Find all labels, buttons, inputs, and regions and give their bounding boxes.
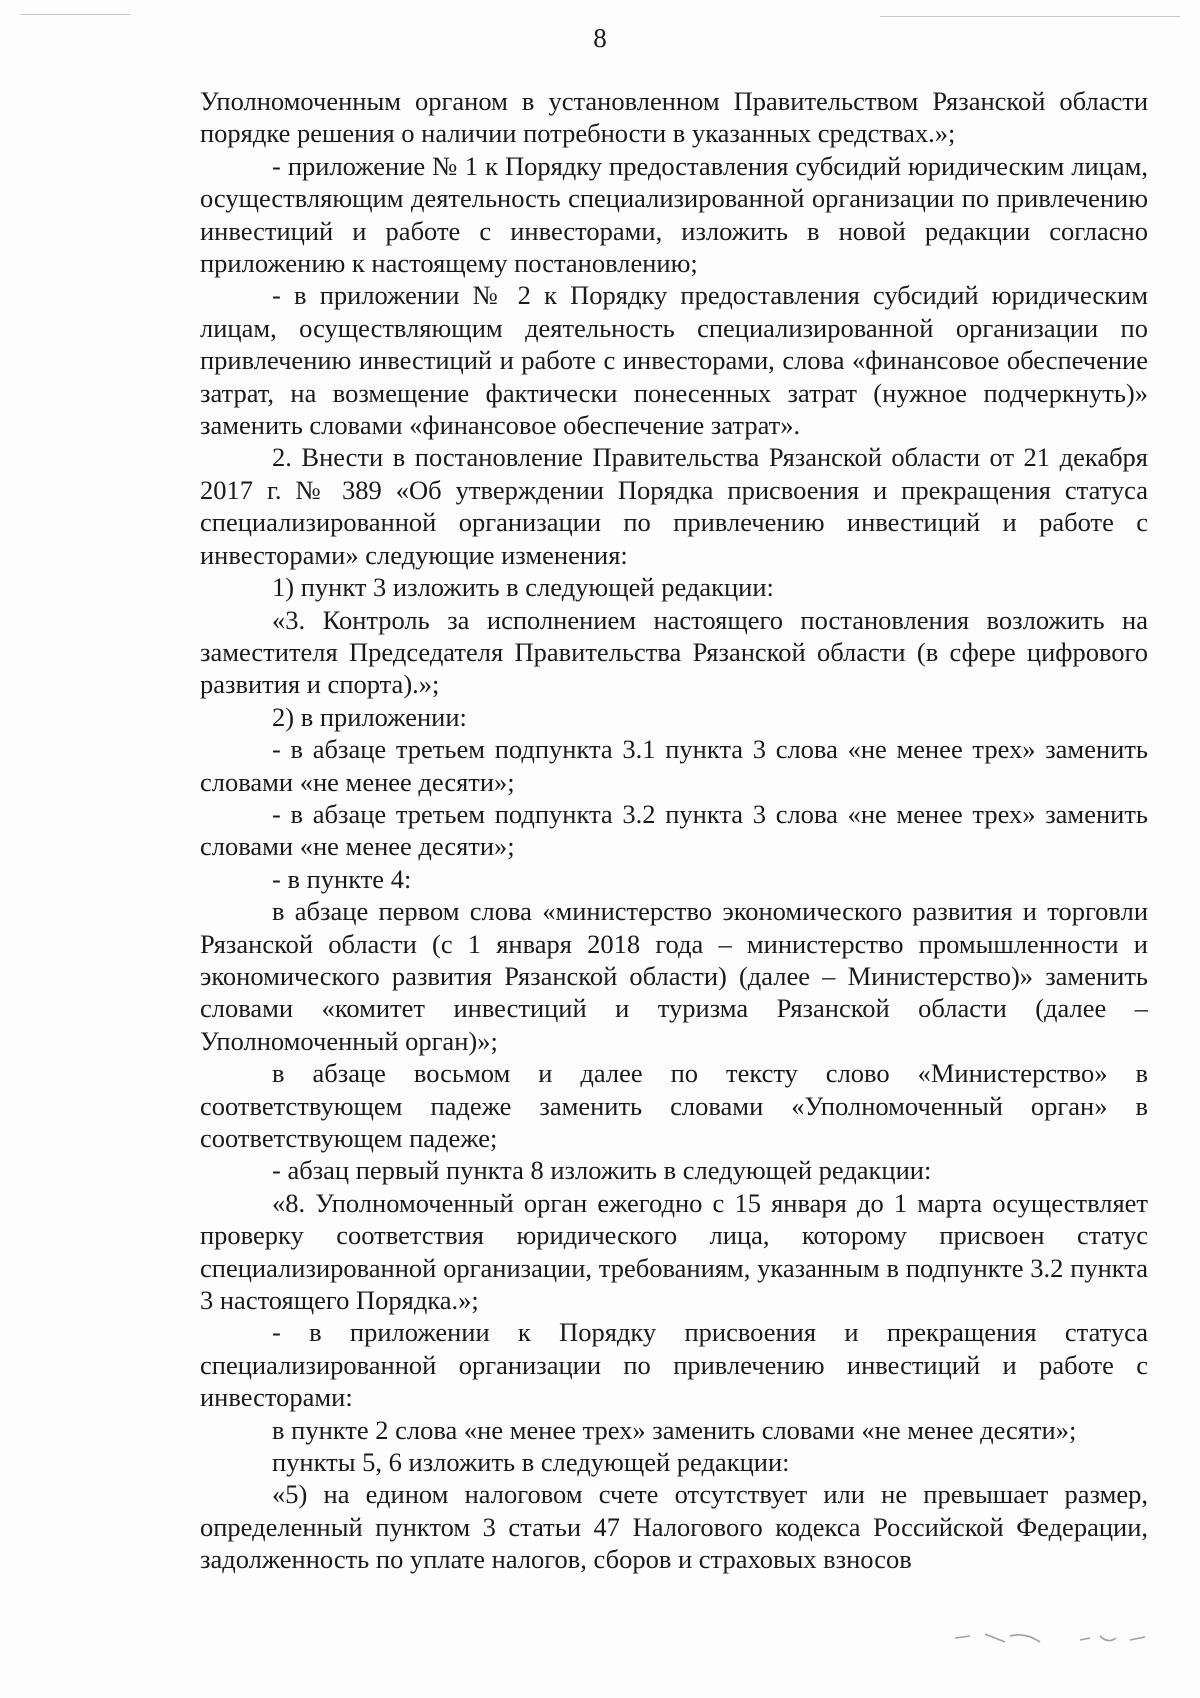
paragraph: - приложение № 1 к Порядку предоставления субсидий юридическим лицам, осуществляющим деятельность специализированной организации по привлечению инвестиций и работе с инвесторами, изложить в новой редакции согласно приложению к настоящему постановлению;: [200, 150, 1148, 279]
paragraph: 2. Внести в постановление Правительства Рязанской области от 21 декабря 2017 г. № 389 «Об утверждении Порядка присвоения и прекращения статуса специализированной организации по привлечению инвестиций и работе с инвесторами» следующие изменения:: [200, 442, 1148, 570]
paragraph: - в абзаце третьем подпункта 3.1 пункта 3 слова «не менее трех» заменить словами «не менее десяти»;: [200, 734, 1148, 797]
paragraph: - абзац первый пункта 8 изложить в следующей редакции:: [272, 1155, 932, 1186]
paragraph: - в приложении № 2 к Порядку предоставления субсидий юридическим лицам, осуществляющим деятельность специализированной организации по привлечению инвестиций и работе с инвесторами, слова «финансовое обеспечение затрат, на возмещение фактически понесенных затрат (нужное подчеркнуть)» заменить словами «финансовое обеспечение затрат».: [200, 280, 1148, 441]
paragraph: 2) в приложении:: [272, 701, 467, 732]
paragraph: в абзаце первом слова «министерство экономического развития и торговли Рязанской области (с 1 января 2018 года – министерство промышленности и экономического развития Рязанской области) (далее – Министерство)» заменить словами «комитет инвестиций и туризма Рязанской области (далее – Уполномоченный орган)»;: [200, 896, 1148, 1056]
scan-smudge-bottom: [950, 1628, 1160, 1648]
paragraph: Уполномоченным органом в установленном Правительством Рязанской области порядке решения о наличии потребности в указанных средствах.»;: [200, 86, 1148, 149]
paragraph: «8. Уполномоченный орган ежегодно с 15 января до 1 марта осуществляет проверку соответствия юридического лица, которому присвоен статус специализированной организации, требованиям, указанным в подпункте 3.2 пункта 3 настоящего Порядка.»;: [200, 1187, 1148, 1316]
paragraph: «5) на едином налоговом счете отсутствует или не превышает размер, определенный пунктом 3 статьи 47 Налогового кодекса Российской Федерации, задолженность по уплате налогов, сборов и страховых взносов: [200, 1479, 1148, 1575]
paragraph: - в приложении к Порядку присвоения и прекращения статуса специализированной организации по привлечению инвестиций и работе с инвесторами:: [200, 1317, 1148, 1413]
paragraph: «3. Контроль за исполнением настоящего постановления возложить на заместителя Председателя Правительства Рязанской области (в сфере цифрового развития и спорта).»;: [200, 604, 1148, 700]
page-number: 8: [593, 23, 607, 53]
paragraph: - в пункте 4:: [272, 863, 412, 894]
paragraph: - в абзаце третьем подпункта 3.2 пункта 3 слова «не менее трех» заменить словами «не менее десяти»;: [200, 798, 1148, 862]
paragraph: 1) пункт 3 изложить в следующей редакции:: [272, 572, 774, 603]
scan-artifact-top-right: [880, 16, 1180, 17]
paragraph: в абзаце восьмом и далее по тексту слово «Министерство» в соответствующем падеже заменить словами «Уполномоченный орган» в соответствующем падеже;: [200, 1058, 1148, 1153]
document-body: [200, 85, 1148, 1576]
paragraph: в пункте 2 слова «не менее трех» заменить словами «не менее десяти»;: [272, 1414, 1077, 1445]
paragraph: пункты 5, 6 изложить в следующей редакции:: [272, 1447, 790, 1478]
scan-artifact-top-left: [20, 14, 130, 15]
